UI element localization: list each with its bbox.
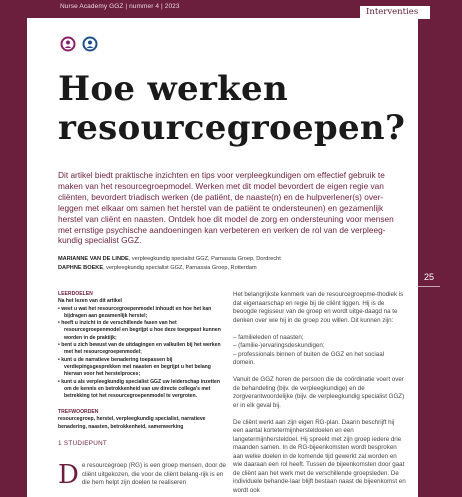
article-intro: Dit artikel biedt praktische inzichten en tips voor verpleegkundigen om effectief gebruik te maken van het resourcegroepmodel. Werken met dit model bevordert de eigen regie van cliënten, bevordert triadisch werken (de patiënt, de naaste(n) en de hulpverlener(s) over-leggen met elkaar om samen het herstel van de patiënt te ondersteunen) en gezamenlijk herstel van cliënt en naasten. Ontdek hoe dit model de zorg en ondersteuning voor mensen met ernstige psychische aandoeningen kan verbeteren en verken de rol van de verpleeg-kundig specialist GGZ.: [58, 170, 394, 246]
accreditation-badge-icon: [82, 36, 98, 52]
list-item: • kunt u als verpleegkundig specialist GGZ uw leiderschap inzetten om de kennis en betrokkenheid van uw directe collega's met betrekking tot het resourcegroepenmodel te vergroten.: [58, 379, 226, 401]
list-item: – familieleden of naasten;: [233, 334, 406, 343]
list-item: • weet u wat het resourcegroepenmodel inhoudt en hoe het kan bijdragen aan gezamenlijk herstel;: [58, 306, 226, 321]
title-line-2: resourcegroepen?: [58, 108, 406, 148]
learning-goals-list: [58, 306, 226, 401]
study-point-label: 1 STUDIEPUNT: [58, 440, 108, 447]
body-right-column: [233, 291, 406, 497]
body-left-paragraph: [58, 462, 226, 488]
learning-goals-box: [58, 291, 226, 400]
body-list: [233, 334, 406, 368]
keywords-text: resourcegroep, herstel, verpleegkundig specialist, narratieve benadering, naasten, betrokkenheid, samenwerking: [58, 416, 206, 430]
left-frame: [0, 0, 27, 497]
learning-goals-intro: Na het lezen van dit artikel: [58, 298, 122, 305]
body-paragraph: De cliënt werkt aan zijn eigen RG-plan. Daarin beschrijft hij een aantal kortetermijnhersteldoelen en een langetermijnhersteldoel. Hij spreekt met zijn groep iedere drie maanden samen. In de RG-bijeenkomsten wordt besproken aan welke doelen in de komende tijd gewerkt zal worden en wie daaraan een rol heeft. Tussen de bijeenkomsten door gaat de cliënt aan het werk met de verschillende groepsleden. De individuele behande-laar blijft bestaan naast de bijeenkomst en wordt ook: [233, 418, 406, 494]
list-item: • heeft u inzicht in de verschillende fasen van het resourcegroepenmodel en begrijpt u hoe deze toegepast kunnen worden in de praktijk;: [58, 320, 226, 342]
masthead: Nurse Academy GGZ | nummer 4 | 2023: [60, 3, 180, 10]
list-item: • bent u zich bewust van de uitdagingen en valkuilen bij het werken met het resourcegroepenmodel;: [58, 342, 226, 357]
body-left-text: e resourcegroep (RG) is een groep mensen, door de cliënt uitgekozen, die voor de cliënt belang-rijk is en die hem helpt zijn doelen te realiseren: [81, 462, 226, 486]
right-frame: [418, 0, 462, 497]
author-role: , verpleegkundig specialist GGZ, Parnassia Groep, Dordrecht: [128, 256, 281, 262]
keywords-heading: TREFWOORDEN: [58, 409, 99, 415]
body-paragraph: Het belangrijkste kenmerk van de resourcegroepme-thodiek is dat eigenaarschap en regie bij de cliënt liggen. Hij is de beoogde regisseur van de groep en wordt uitge-daagd na te denken over wie hij in de groep zou willen. Dit kunnen zijn:: [233, 291, 404, 324]
author-1: [58, 255, 408, 264]
badge-icons: [60, 36, 98, 52]
author-2: [58, 264, 408, 273]
page-number-rule: [418, 286, 440, 287]
section-tab: Interventies: [360, 6, 430, 19]
list-item: • kunt u de narratieve benadering toepassen bij verdiepingsgesprekken met naasten en begrijpt u het belang hiervan voor het herstelproces;: [58, 357, 226, 379]
title-line-1: Hoe werken: [58, 69, 288, 109]
nurse-badge-icon: [60, 36, 76, 52]
author-name: DAPHNE BOEKE: [58, 265, 104, 271]
list-item: – professionals binnen of buiten de GGZ en het sociaal domein.: [233, 351, 406, 368]
body-paragraph: Vanuit de GGZ horen de persoon die de coördinatie voert over de behandeling (bijv. de verpleegkundige) en de zorgverantwoordelijke (bijv. de verpleegkundig specialist GGZ) er in elk geval bij.: [233, 376, 405, 409]
article-title: [58, 70, 408, 148]
author-role: , verpleegkundig specialist GGZ, Parnassia Groep, Rotterdam: [103, 265, 257, 271]
learning-goals-heading: LEERDOELEN: [58, 291, 93, 297]
author-name: MARIANNE VAN DE LINDE: [58, 256, 129, 262]
list-item: – (familie-)ervaringsdeskundigen;: [233, 342, 406, 351]
keywords-box: [58, 409, 226, 431]
author-list: [58, 255, 408, 273]
page-number: 25: [423, 272, 434, 282]
drop-cap: D: [58, 460, 79, 490]
